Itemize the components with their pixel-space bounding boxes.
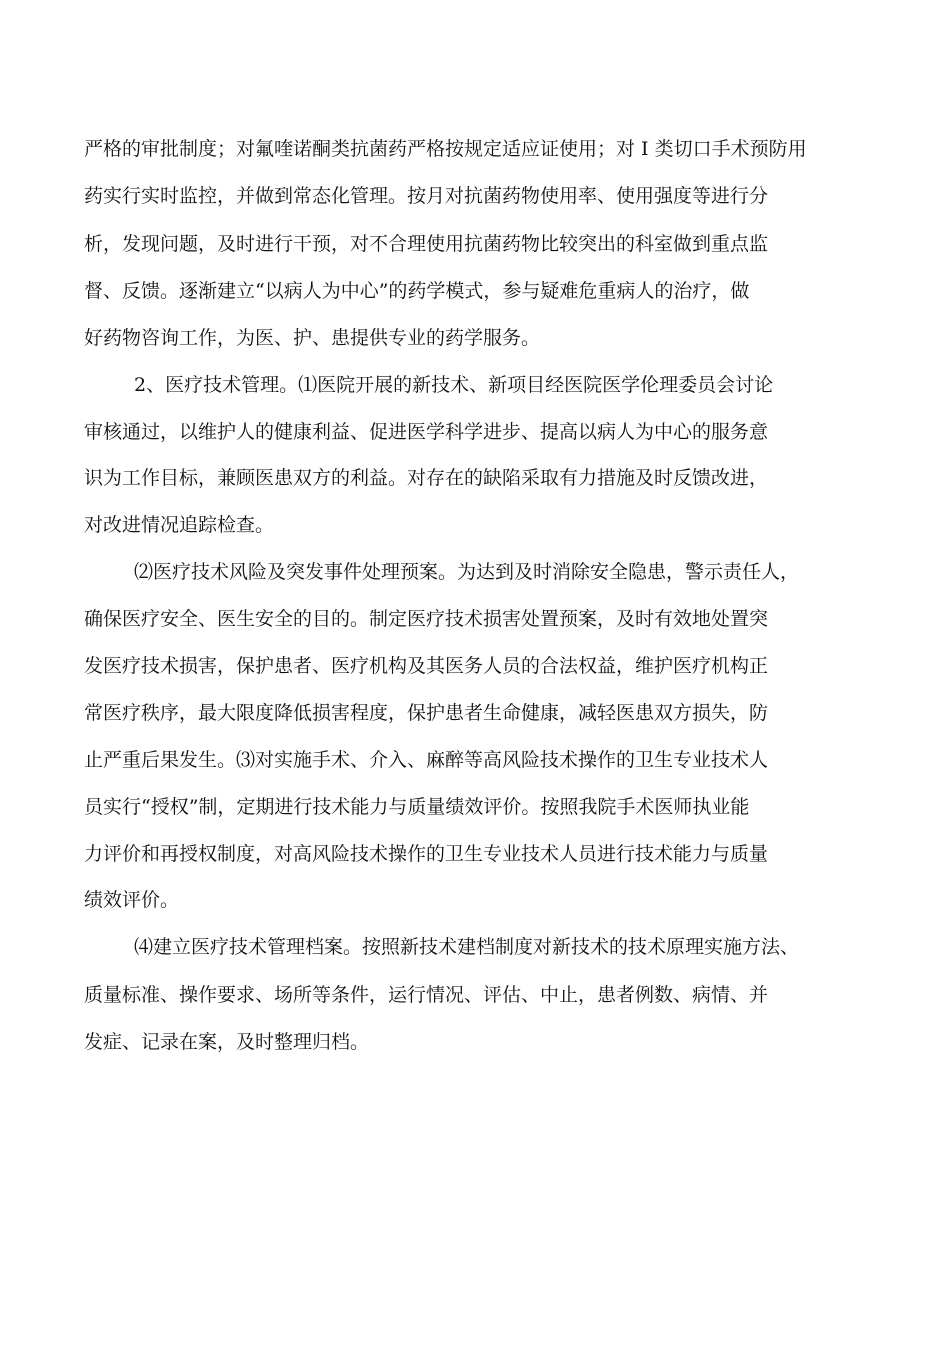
- text-line: 确保医疗安全、医生安全的目的。制定医疗技术损害处置预案，及时有效地处置突: [84, 608, 769, 630]
- text-line: 绩效评价。: [84, 889, 180, 911]
- text-line: 2、医疗技术管理。⑴医院开展的新技术、新项目经医院医学伦理委员会讨论: [134, 374, 774, 396]
- text-line: ⑷建立医疗技术管理档案。按照新技术建档制度对新技术的技术原理实施方法、: [134, 936, 800, 958]
- text-line: 好药物咨询工作，为医、护、患提供专业的药学服务。: [84, 327, 541, 349]
- text-line: ⑵医疗技术风险及突发事件处理预案。为达到及时消除安全隐患，警示责任人，: [134, 561, 800, 583]
- text-line: 严格的审批制度；对氟喹诺酮类抗菌药严格按规定适应证使用；对 I 类切口手术预防用: [84, 138, 807, 160]
- text-line: 审核通过，以维护人的健康利益、促进医学科学进步、提高以病人为中心的服务意: [84, 421, 769, 443]
- text-line: 力评价和再授权制度，对高风险技术操作的卫生专业技术人员进行技术能力与质量: [84, 843, 769, 865]
- text-line: 止严重后果发生。⑶对实施手术、介入、麻醉等高风险技术操作的卫生专业技术人: [84, 749, 769, 771]
- text-line: 督、反馈。逐渐建立“以病人为中心”的药学模式，参与疑难危重病人的治疗，做: [84, 280, 750, 302]
- text-line: 发症、记录在案，及时整理归档。: [84, 1031, 370, 1053]
- text-line: 员实行“授权”制，定期进行技术能力与质量绩效评价。按照我院手术医师执业能: [84, 796, 750, 818]
- text-line: 识为工作目标，兼顾医患双方的利益。对存在的缺陷采取有力措施及时反馈改进，: [84, 467, 769, 489]
- text-line: 发医疗技术损害，保护患者、医疗机构及其医务人员的合法权益，维护医疗机构正: [84, 655, 769, 677]
- text-line: 药实行实时监控，并做到常态化管理。按月对抗菌药物使用率、使用强度等进行分: [84, 185, 769, 207]
- text-line: 常医疗秩序，最大限度降低损害程度，保护患者生命健康，减轻医患双方损失，防: [84, 702, 769, 724]
- text-line: 析，发现问题，及时进行干预，对不合理使用抗菌药物比较突出的科室做到重点监: [84, 233, 769, 255]
- text-line: 对改进情况追踪检查。: [84, 514, 275, 536]
- text-line: 质量标准、操作要求、场所等条件，运行情况、评估、中止，患者例数、病情、并: [84, 984, 769, 1006]
